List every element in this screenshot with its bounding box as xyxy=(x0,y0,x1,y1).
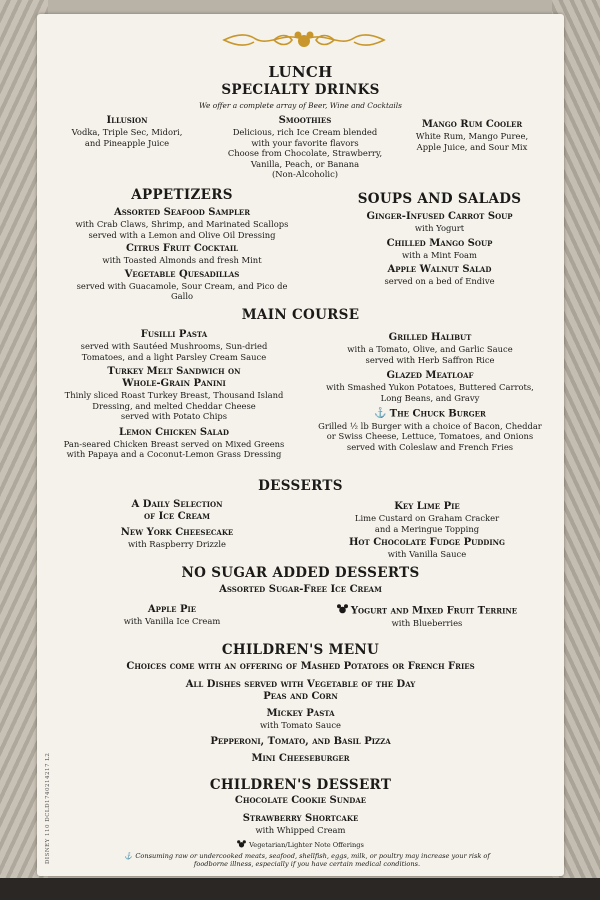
drink-illusion: Illusion Vodka, Triple Sec, Midori, and Pineapple Juice xyxy=(71,115,183,148)
apple-pie-item: Apple Pie with Vanilla Ice Cream xyxy=(123,604,221,626)
childrens-dessert-section: CHILDREN'S DESSERT Chocolate Cookie Sundae Strawberry Shortcake with Whipped Cream xyxy=(209,777,392,835)
main-course-right: Grilled Halibut with a Tomato, Olive, and Garlic Sauce served with Herb Saffron Rice Glazed Meatloaf with Smashed Yukon Potatoes, Buttered Carrots, Long Beans, and Gravy ⚓ The Chuck Burger Grilled ½ lb Burger with a choice of Bacon, Cheddar or Swiss Cheese, Lettuce, Tomatoes, and Onions served with Coleslaw and French Fries xyxy=(318,332,542,452)
mickey-icon xyxy=(237,840,246,850)
main-course-left: Fusilli Pasta served with Sautéed Mushrooms, Sun-dried Tomatoes, and a light Parsley Cream Sauce Turkey Melt Sandwich on Whole-Grain Panini Thinly sliced Roast Turkey Breast, Thousand Island Dressing, and melted Cheddar Cheese served with Potato Chips Lemon Chicken Salad Pan-seared Chicken Breast served on Mixed Greens with Papaya and a Coconut-Lemon Grass Dressing xyxy=(63,329,285,459)
childrens-menu-section: CHILDREN'S MENU Choices come with an offering of Mashed Potatoes or French Fries All Dishes served with Vegetable of the Day Peas and Corn Mickey Pasta with Tomato Sauce Pepperoni, Tomato, and Basil Pizza Mini Cheeseburger xyxy=(126,642,475,764)
gold-ornament-icon xyxy=(214,28,394,52)
soups-salads-section: SOUPS AND SALADS Ginger-Infused Carrot Soup with Yogurt Chilled Mango Soup with a Mint Foam Apple Walnut Salad served on a bed of Endive xyxy=(357,191,522,286)
background-bottom xyxy=(0,878,600,900)
footer-legend: Vegetarian/Lighter Note Offerings xyxy=(37,840,564,850)
desserts-right: Key Lime Pie Lime Custard on Graham Cracker and a Meringue Topping Hot Chocolate Fudge Pudding with Vanilla Sauce xyxy=(348,501,506,559)
mickey-icon xyxy=(337,604,348,618)
menu-card xyxy=(37,14,564,876)
drink-smoothies: Smoothies Delicious, rich Ice Cream blended with your favorite flavors Choose from Chocolate, Strawberry, Vanilla, Peach, or Banana (Non-Alcoholic) xyxy=(227,115,383,179)
main-course-title: MAIN COURSE xyxy=(241,307,360,323)
desserts-title: DESSERTS xyxy=(258,478,343,494)
drinks-tagline: We offer a complete array of Beer, Wine and Cocktails xyxy=(199,101,402,110)
appetizers-section: APPETIZERS Assorted Seafood Sampler with Crab Claws, Shrimp, and Marinated Scallops served with a Lemon and Olive Oil Dressing Citrus Fruit Cocktail with Toasted Almonds and fresh Mint Vegetable Quesadillas served with Guacamole, Sour Cream, and Pico de Gallo xyxy=(75,187,289,301)
sugar-free-ice-cream: Assorted Sugar-Free Ice Cream xyxy=(219,584,382,595)
desserts-left: A Daily Selection of Ice Cream New York Cheesecake with Raspberry Drizzle xyxy=(120,499,234,549)
drink-mango-rum-cooler: Mango Rum Cooler White Rum, Mango Puree, Apple Juice, and Sour Mix xyxy=(415,119,529,152)
anchor-icon: ⚓ xyxy=(124,852,133,860)
footer-warning: ⚓ Consuming raw or undercooked meats, seafood, shellfish, eggs, milk, or poultry may increase your risk of foodborne illness, especially if you have certain medical conditions. xyxy=(124,852,490,868)
anchor-icon: ⚓ xyxy=(374,408,387,419)
print-code: DISNEY 110 DCLD1740214217 L2 xyxy=(45,752,51,864)
no-sugar-title: NO SUGAR ADDED DESSERTS xyxy=(181,565,420,581)
specialty-drinks-title: SPECIALTY DRINKS xyxy=(221,82,380,98)
yogurt-terrine-item: Yogurt and Mixed Fruit Terrine with Blueberries xyxy=(307,604,547,629)
menu-title: LUNCH xyxy=(268,63,333,81)
